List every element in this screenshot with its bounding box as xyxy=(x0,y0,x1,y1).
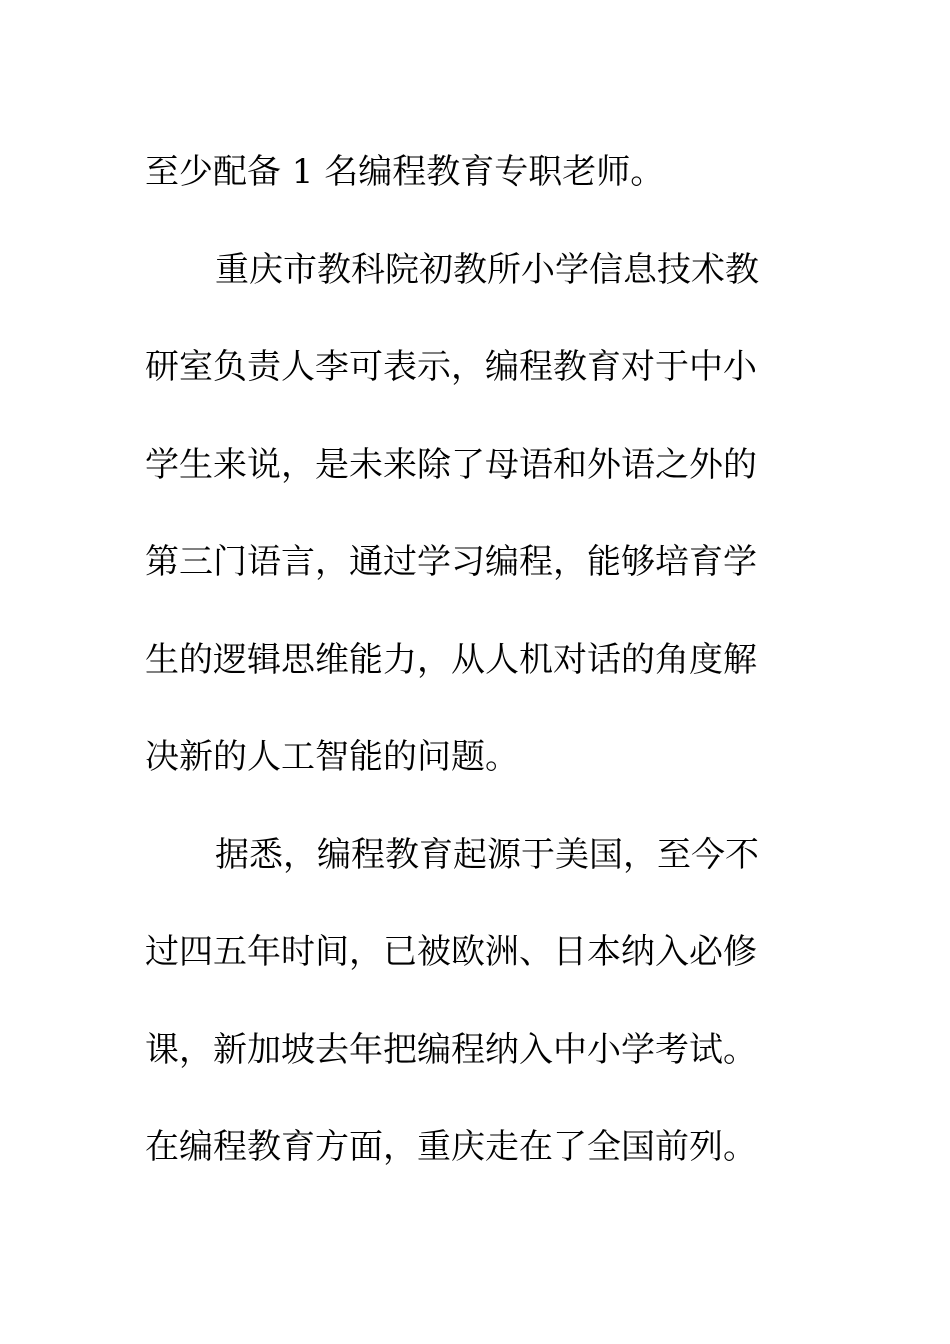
text-line: 生的逻辑思维能力，从人机对话的角度解 xyxy=(145,639,757,680)
text-line: 决新的人工智能的问题。 xyxy=(145,737,519,777)
paragraph-first-line: 据悉，编程教育起源于美国，至今不 xyxy=(215,834,759,875)
text-line: 过四五年时间，已被欧洲、日本纳入必修 xyxy=(145,932,757,972)
text-line: 在编程教育方面，重庆走在了全国前列。 xyxy=(145,1127,757,1167)
text-line: 学生来说，是未来除了母语和外语之外的 xyxy=(145,444,757,485)
document-body xyxy=(145,124,785,1197)
paragraph-first-line: 重庆市教科院初教所小学信息技术教 xyxy=(215,249,759,290)
text-line: 研室负责人李可表示，编程教育对于中小 xyxy=(145,347,757,387)
text-line: 至少配备 1 名编程教育专职老师。 xyxy=(145,152,665,192)
text-line: 课，新加坡去年把编程纳入中小学考试。 xyxy=(145,1029,757,1070)
text-line: 第三门语言，通过学习编程，能够培育学 xyxy=(145,542,757,582)
